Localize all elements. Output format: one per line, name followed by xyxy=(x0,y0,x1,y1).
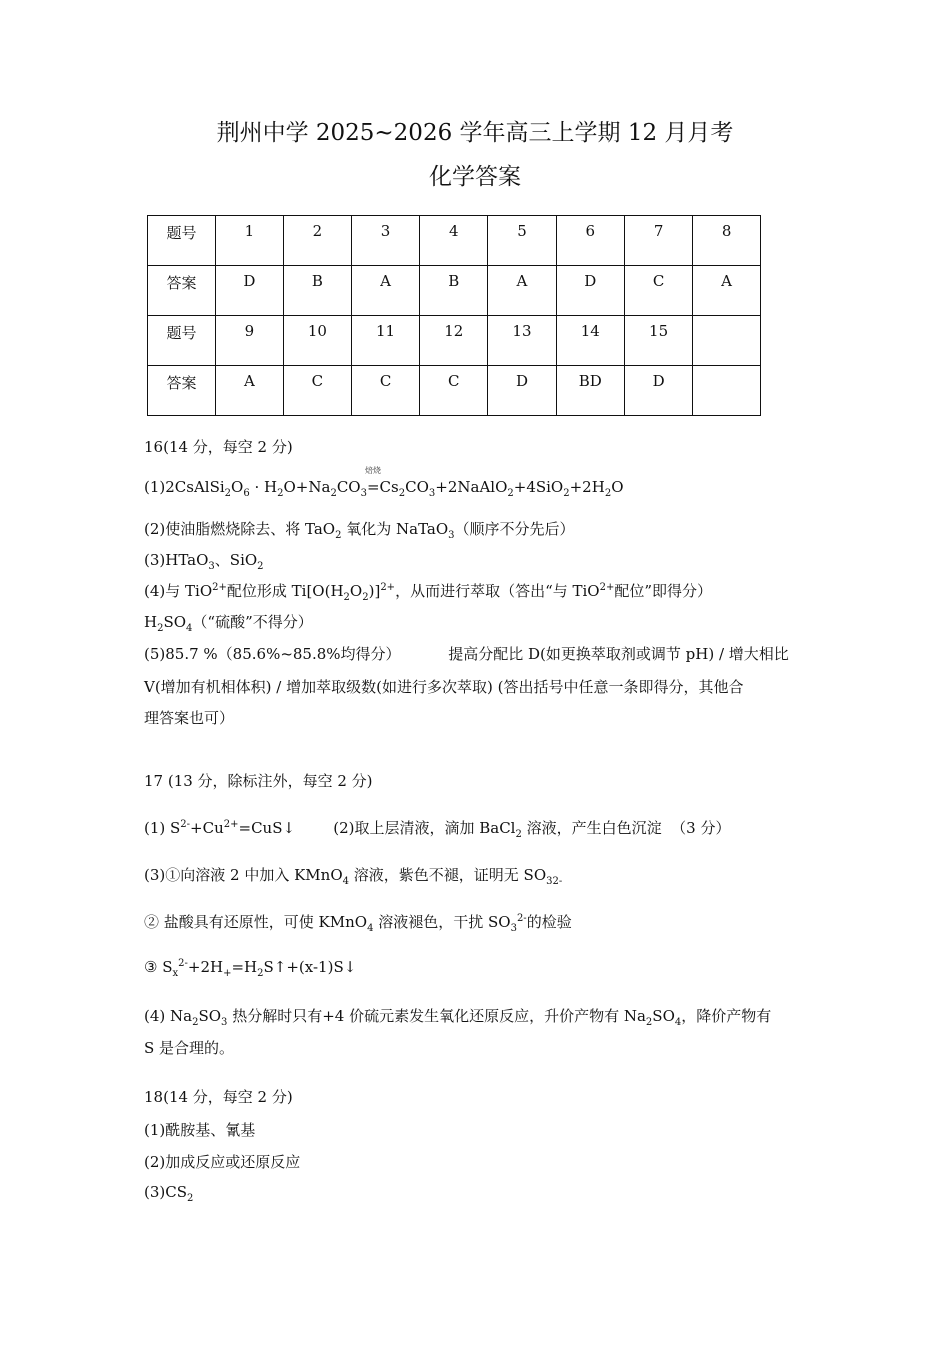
answer-text: (4) Na xyxy=(144,1007,193,1025)
q17-part3-2 xyxy=(144,911,572,932)
answer-text: (2)使油脂燃烧除去、将 TaO xyxy=(144,520,336,538)
superscript: 2+ xyxy=(380,582,396,593)
equation-text: +4SiO xyxy=(513,478,564,496)
table-cell: C xyxy=(420,366,488,416)
answer-text: +2H xyxy=(187,958,224,976)
table-cell: 3 xyxy=(351,216,419,266)
answer-text: ，降价产物有 xyxy=(681,1007,772,1025)
subscript: 3 xyxy=(428,488,436,499)
table-cell: 10 xyxy=(283,316,351,366)
table-cell: 12 xyxy=(420,316,488,366)
table-cell xyxy=(693,366,761,416)
subscript: 2 xyxy=(224,488,232,499)
answer-text: 、SiO xyxy=(214,551,258,569)
table-cell xyxy=(693,316,761,366)
q16-part1 xyxy=(144,466,624,499)
answer-table xyxy=(147,215,761,416)
subscript: 2 xyxy=(362,592,369,603)
q18-part3 xyxy=(144,1183,194,1204)
subscript: 2 xyxy=(157,623,164,634)
equation-text: · H xyxy=(249,478,278,496)
table-cell: C xyxy=(625,266,693,316)
q16-part5-line2: V(增加有机相体积) / 增加萃取级数(如进行多次萃取) (答出括号中任意一条即得分，其他合 xyxy=(144,678,744,696)
q16-header: 16(14 分，每空 2 分) xyxy=(144,438,293,456)
table-cell: 4 xyxy=(420,216,488,266)
answer-text: ，从而进行萃取（答出“与 TiO xyxy=(395,582,600,600)
answer-text: 配位形成 Ti[O(H xyxy=(226,582,344,600)
table-cell: B xyxy=(420,266,488,316)
subscript: 2 xyxy=(604,488,612,499)
q16-part4b xyxy=(144,611,313,632)
subscript: 2 xyxy=(192,1017,199,1028)
answer-text: (4)与 TiO xyxy=(144,582,213,600)
table-cell: BD xyxy=(556,366,624,416)
q18-part1: (1)酰胺基、氰基 xyxy=(144,1121,256,1139)
answer-text: 热分解时只有+4 价硫元素发生氧化还原反应，升价产物有 Na xyxy=(227,1007,646,1025)
subscript: 4 xyxy=(367,923,374,934)
q16-part3 xyxy=(144,549,264,570)
equation-text: +2NaAlO xyxy=(435,478,508,496)
equation-text: +2H xyxy=(569,478,605,496)
equation-text: O+Na xyxy=(283,478,331,496)
table-cell: 15 xyxy=(625,316,693,366)
equation-text: CO xyxy=(405,478,429,496)
subscript: 2 xyxy=(257,968,264,979)
answer-text: ② 盐酸具有还原性，可使 KMnO xyxy=(144,913,368,931)
superscript: 2+ xyxy=(223,819,239,830)
table-cell: 7 xyxy=(625,216,693,266)
superscript: 2- xyxy=(178,958,188,969)
answer-text: SO xyxy=(198,1007,222,1025)
superscript: 2+ xyxy=(599,582,615,593)
q16-part4 xyxy=(144,580,712,601)
superscript: 2+ xyxy=(212,582,227,593)
answer-text: （“硫酸”不得分） xyxy=(192,613,313,631)
table-cell: B xyxy=(283,266,351,316)
table-cell: C xyxy=(283,366,351,416)
table-cell: A xyxy=(215,366,283,416)
subscript: 2 xyxy=(645,1017,653,1028)
subscript: 4 xyxy=(186,623,193,634)
table-cell: A xyxy=(351,266,419,316)
page-title: 荆州中学 2025~2026 学年高三上学期 12 月月考 xyxy=(216,120,734,146)
answer-text: 溶液褪色，干扰 SO xyxy=(373,913,511,931)
table-cell: 1 xyxy=(215,216,283,266)
equation-text: 2CsAlSi xyxy=(165,478,225,496)
table-cell: 答案 xyxy=(148,266,216,316)
answer-text: O xyxy=(349,582,363,600)
answer-text: =H xyxy=(231,958,258,976)
answer-text: ③ S xyxy=(144,958,173,976)
table-cell: D xyxy=(215,266,283,316)
answer-text: H xyxy=(144,613,158,631)
reaction-arrow xyxy=(364,466,381,496)
subscript: 2 xyxy=(563,488,570,499)
table-cell: 6 xyxy=(556,216,624,266)
subscript: 3 xyxy=(510,923,517,934)
answer-text: SO xyxy=(163,613,187,631)
equation-text: CO xyxy=(336,478,361,496)
q17-header: 17 (13 分，除标注外，每空 2 分) xyxy=(144,772,373,790)
q16-part5-line3: 理答案也可） xyxy=(144,709,235,727)
answer-text: (1) S xyxy=(144,819,181,837)
table-cell: D xyxy=(488,366,556,416)
superscript: 2- xyxy=(180,819,191,830)
equation-text: O xyxy=(611,478,624,496)
subscript: 3 xyxy=(360,488,367,499)
subscript: 6 xyxy=(243,488,250,499)
answer-text: )] xyxy=(368,582,381,600)
q16-part2 xyxy=(144,518,575,539)
table-cell: 答案 xyxy=(148,366,216,416)
table-cell: 2 xyxy=(283,216,351,266)
q17-part4 xyxy=(144,1005,771,1026)
answer-text: SO xyxy=(652,1007,675,1025)
table-cell: A xyxy=(693,266,761,316)
subscript: 3 xyxy=(546,876,553,887)
answer-text: +Cu xyxy=(190,819,224,837)
superscript: 2- xyxy=(516,913,527,924)
table-cell: 题号 xyxy=(148,216,216,266)
table-cell: D xyxy=(625,366,693,416)
table-cell: 11 xyxy=(351,316,419,366)
q18-part2: (2)加成反应或还原反应 xyxy=(144,1153,301,1171)
answer-text: （顺序不分先后） xyxy=(454,520,575,538)
table-cell: D xyxy=(556,266,624,316)
q18-header: 18(14 分，每空 2 分) xyxy=(144,1088,293,1106)
subscript: 2 xyxy=(515,829,522,840)
answer-text: 溶液，产生白色沉淀 （3 分） xyxy=(521,819,731,837)
subscript: 2 xyxy=(507,488,514,499)
table-cell: 13 xyxy=(488,316,556,366)
table-cell: 5 xyxy=(488,216,556,266)
subscript: 2 xyxy=(335,530,342,541)
answer-text: S↑+(x-1)S↓ xyxy=(263,958,357,976)
subscript: 2 xyxy=(277,488,284,499)
q17-part4-cont: S 是合理的。 xyxy=(144,1039,235,1057)
table-cell: 题号 xyxy=(148,316,216,366)
answer-text: =CuS↓ (2)取上层清液，滴加 BaCl xyxy=(238,819,516,837)
subscript: + xyxy=(223,968,232,979)
table-row xyxy=(148,316,761,366)
reaction-condition: 焙烧 xyxy=(364,466,381,475)
table-row xyxy=(148,366,761,416)
subscript: 2 xyxy=(398,488,406,499)
subscript: 3 xyxy=(208,561,215,572)
answer-text: 溶液，紫色不褪，证明无 SO xyxy=(349,866,547,884)
subscript: 4 xyxy=(342,876,349,887)
subscript: 2 xyxy=(343,592,350,603)
answer-text: (3)CS xyxy=(144,1183,188,1201)
subscript: 2- xyxy=(552,876,563,887)
table-cell: A xyxy=(488,266,556,316)
answer-text: 的检验 xyxy=(526,913,572,931)
equals-sign: = xyxy=(366,478,380,496)
subscript: 4 xyxy=(674,1017,682,1028)
subscript: 2 xyxy=(330,488,337,499)
subscript: x xyxy=(172,968,179,979)
answer-text: 配位”即得分） xyxy=(614,582,713,600)
table-row xyxy=(148,216,761,266)
table-row xyxy=(148,266,761,316)
subscript: 2 xyxy=(187,1193,194,1204)
part-prefix: (1) xyxy=(144,478,166,496)
equation-text: Cs xyxy=(379,478,399,496)
answer-text: (3)①向溶液 2 中加入 KMnO xyxy=(144,866,343,884)
answer-text: (3)HTaO xyxy=(144,551,209,569)
q16-part5-line1: (5)85.7 %（85.6%~85.8%均得分） 提高分配比 D(如更换萃取剂或调节 pH) / 增大相比 xyxy=(144,645,789,663)
page-subtitle: 化学答案 xyxy=(429,164,521,190)
q17-part1 xyxy=(144,817,730,838)
q17-part3-1 xyxy=(144,864,562,885)
table-cell: C xyxy=(351,366,419,416)
subscript: 2 xyxy=(257,561,264,572)
table-cell: 14 xyxy=(556,316,624,366)
equation-text: O xyxy=(231,478,244,496)
table-cell: 9 xyxy=(215,316,283,366)
answer-text: 氧化为 NaTaO xyxy=(341,520,449,538)
subscript: 3 xyxy=(221,1017,228,1028)
subscript: 3 xyxy=(448,530,455,541)
table-cell: 8 xyxy=(693,216,761,266)
q17-part3-3 xyxy=(144,958,357,979)
